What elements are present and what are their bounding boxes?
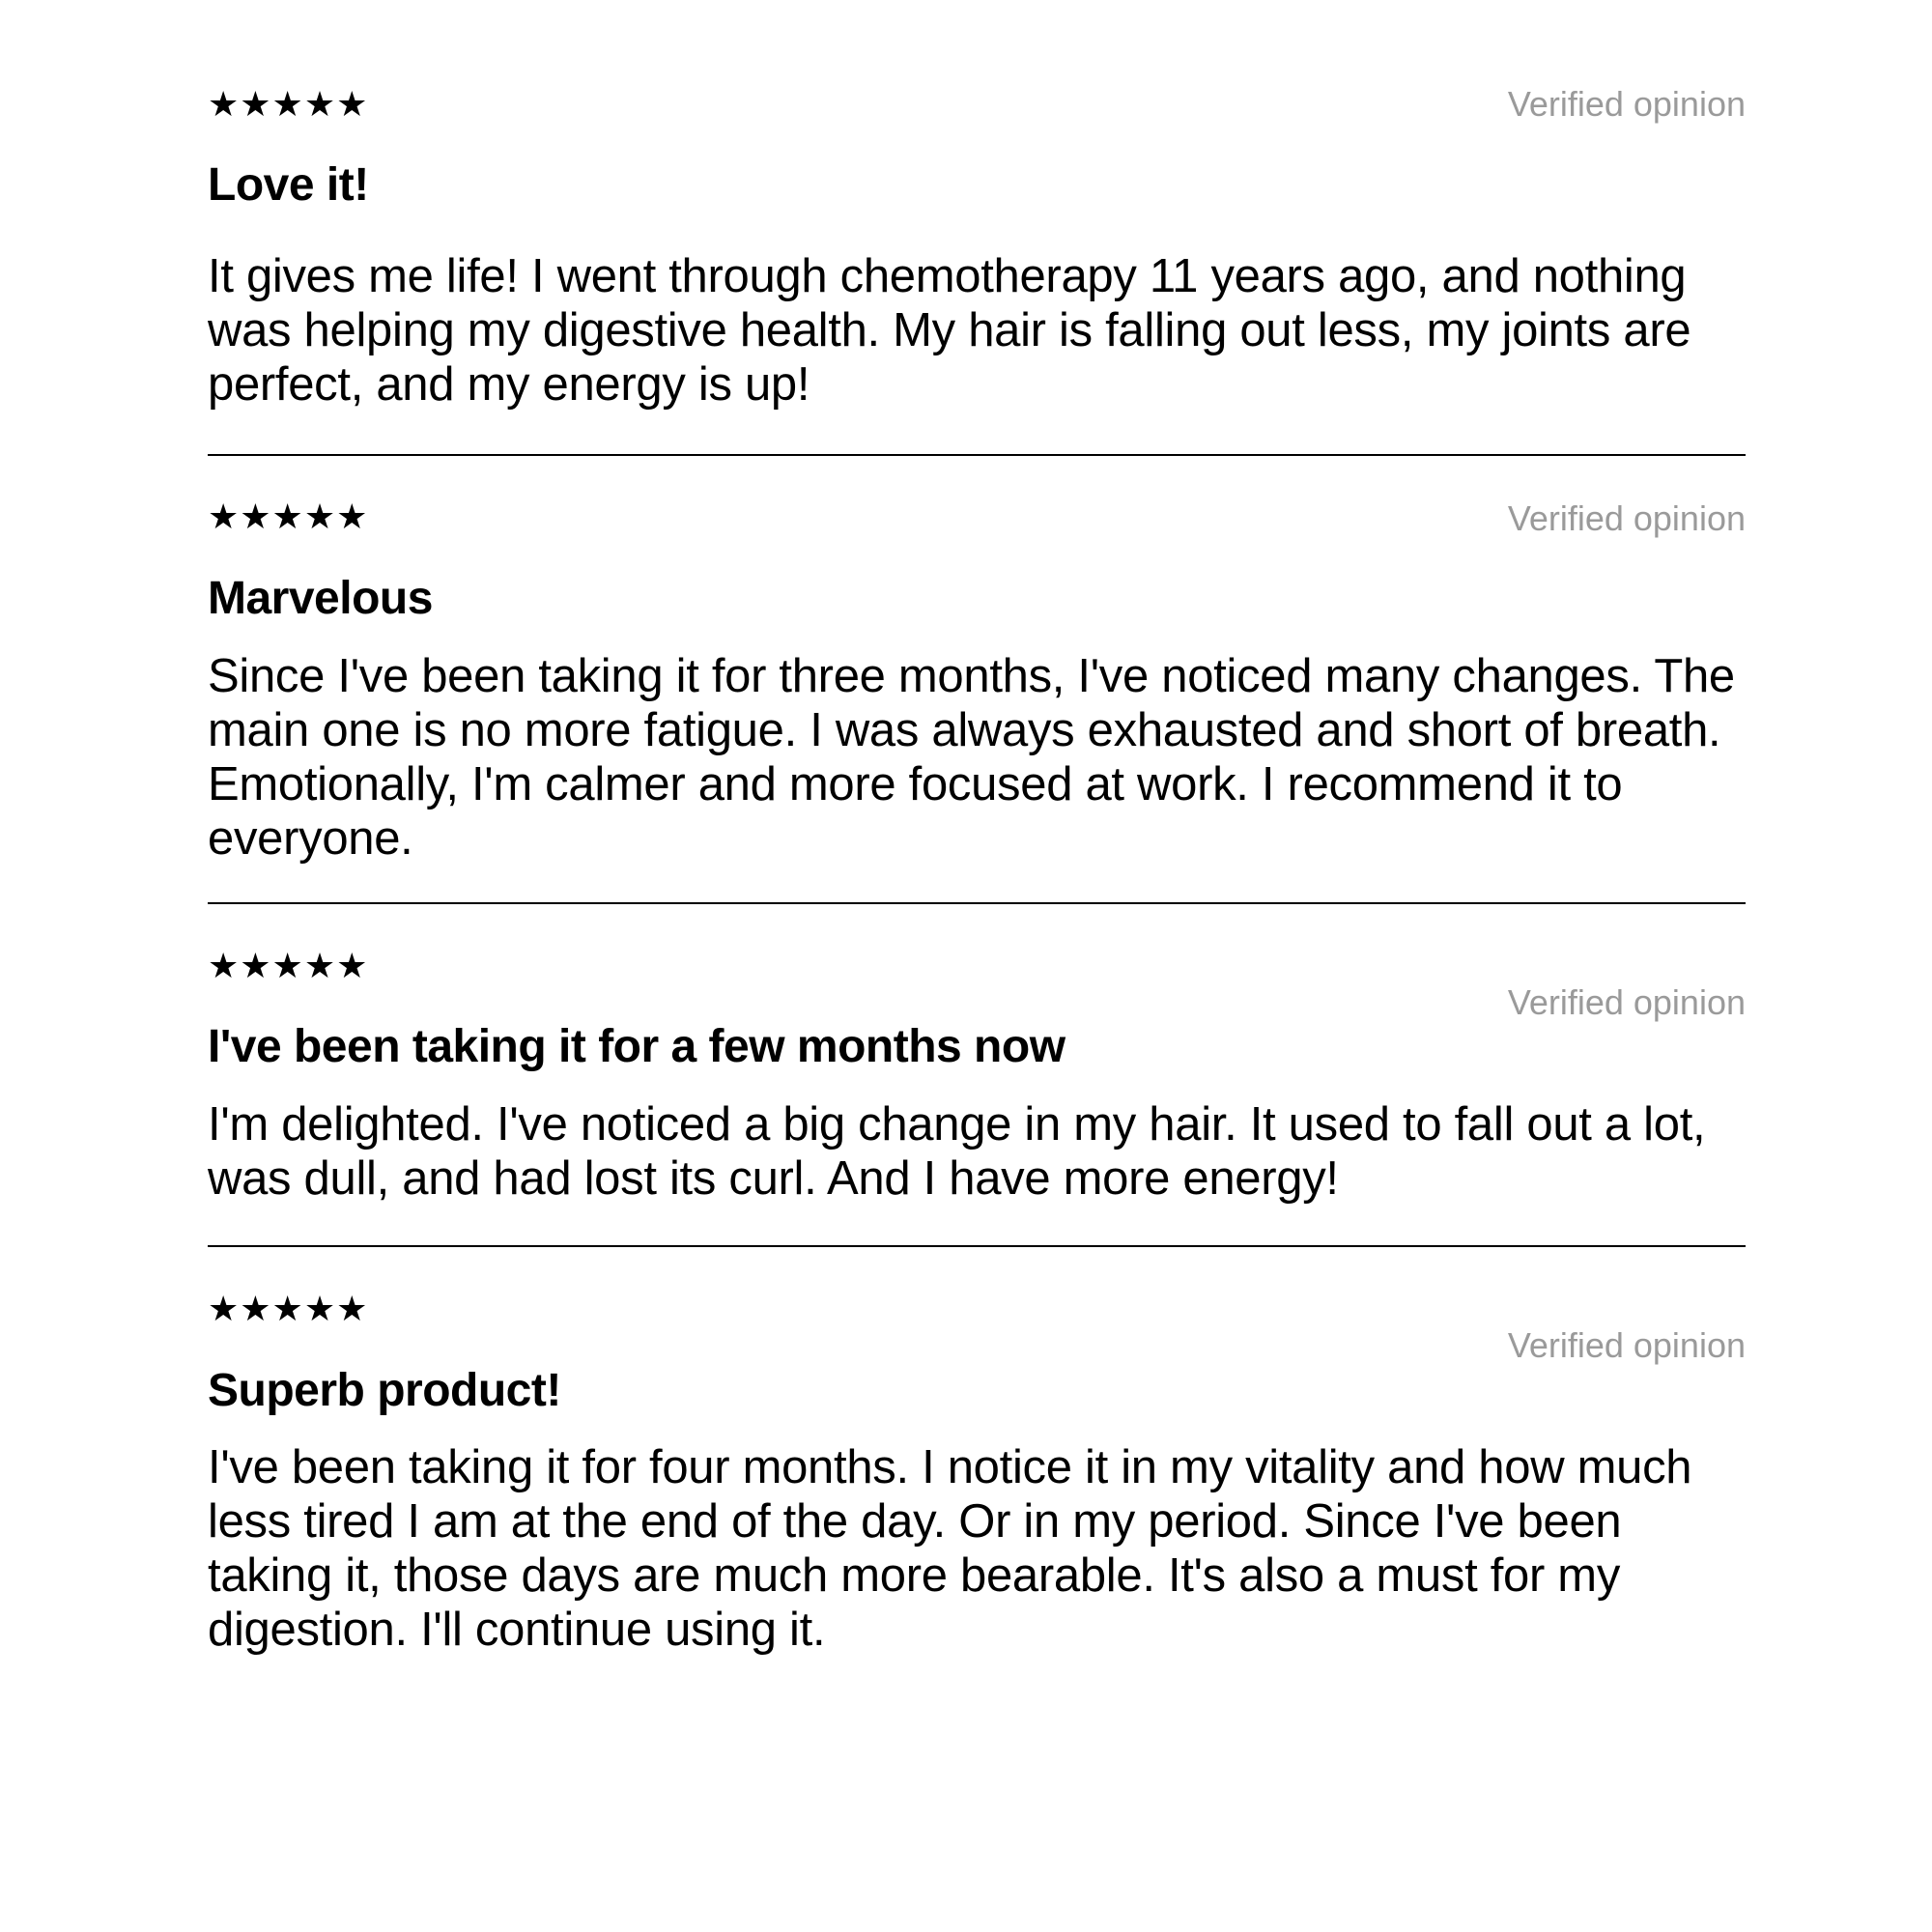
- verified-badge: Verified opinion: [1507, 982, 1746, 1022]
- verified-badge: Verified opinion: [1507, 498, 1746, 538]
- verified-badge: Verified opinion: [1507, 84, 1746, 124]
- review-divider: [208, 1245, 1746, 1247]
- review-divider: [208, 454, 1746, 456]
- review-title: I've been taking it for a few months now: [208, 1021, 1065, 1072]
- star-rating: ★★★★★: [208, 946, 369, 985]
- review-title: Superb product!: [208, 1365, 561, 1416]
- review-body: Since I've been taking it for three months, I've noticed many changes. The main one is no more fatigue. I was always exhausted and short of breath. Emotionally, I'm calmer and more focused at work. I recommend it to everyone.: [208, 650, 1735, 865]
- star-rating: ★★★★★: [208, 84, 369, 124]
- review-body: I've been taking it for four months. I notice it in my vitality and how much less tired I am at the end of the day. Or in my period. Since I've been taking it, those days are much more bearable. It's also a must for my digestion. I'll continue using it.: [208, 1441, 1692, 1656]
- review-title: Love it!: [208, 159, 369, 211]
- star-rating: ★★★★★: [208, 497, 369, 536]
- review-body: It gives me life! I went through chemotherapy 11 years ago, and nothing was helping my digestive health. My hair is falling out less, my joints are perfect, and my energy is up!: [208, 250, 1691, 411]
- star-rating: ★★★★★: [208, 1289, 369, 1328]
- review-divider: [208, 902, 1746, 904]
- review-body: I'm delighted. I've noticed a big change in my hair. It used to fall out a lot, was dull, and had lost its curl. And I have more energy!: [208, 1098, 1706, 1205]
- review-title: Marvelous: [208, 573, 433, 624]
- verified-badge: Verified opinion: [1507, 1325, 1746, 1365]
